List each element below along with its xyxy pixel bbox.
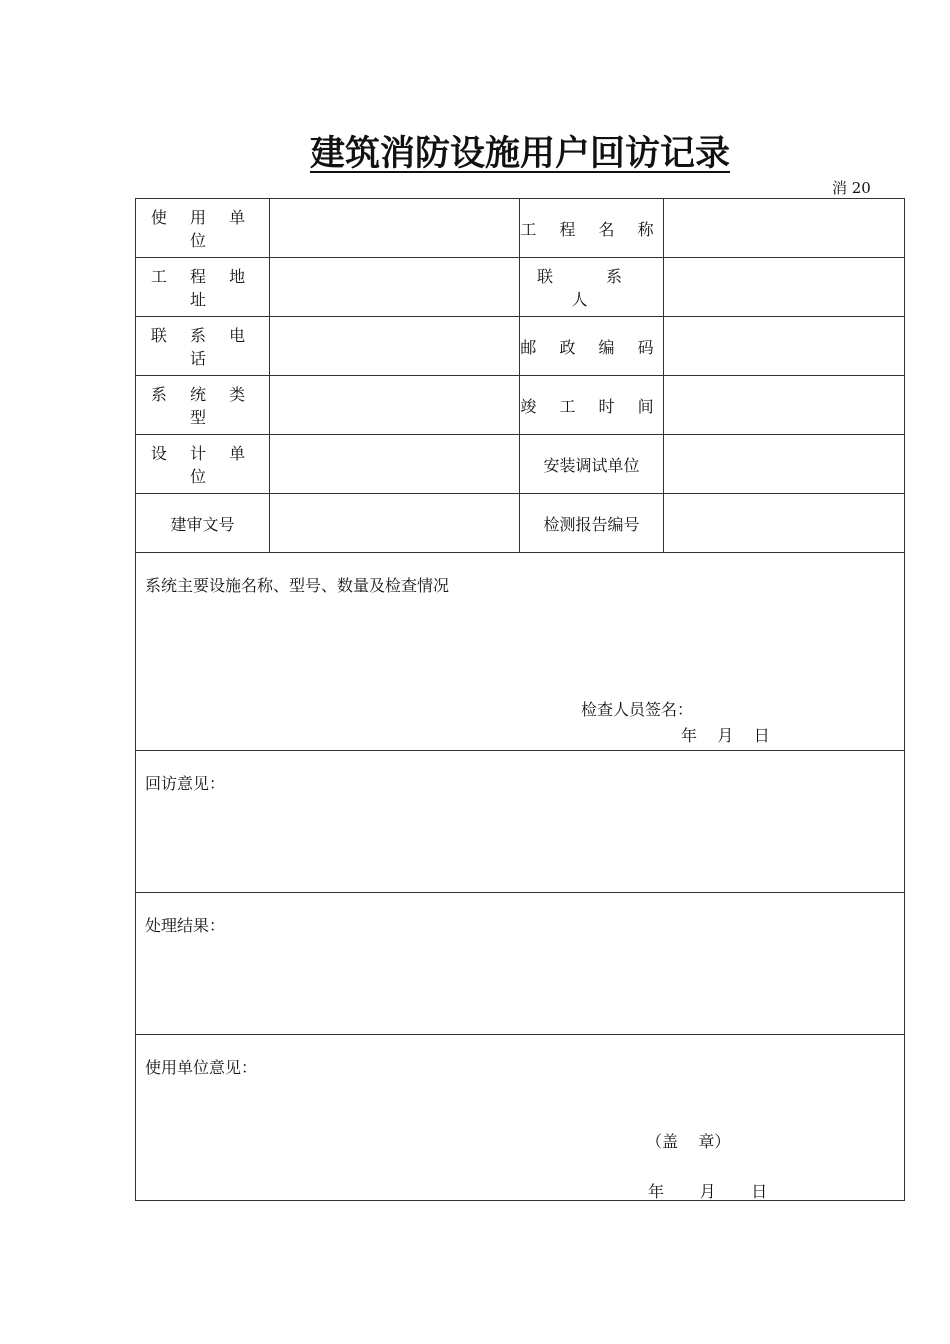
inspection-date-label: 年 月 日 — [681, 726, 770, 745]
user-opinion-heading: 使用单位意见： — [145, 1058, 258, 1077]
seal-label: （盖 章） — [646, 1132, 731, 1151]
label-design-unit: 设 计 单 位 — [136, 435, 270, 494]
phone-field[interactable] — [270, 317, 520, 376]
inspector-signature-label: 检查人员签名： — [581, 700, 694, 719]
postal-code-field[interactable] — [664, 317, 905, 376]
visit-opinion-heading: 回访意见： — [145, 774, 226, 793]
handling-result-section[interactable] — [136, 893, 905, 1035]
label-phone: 联 系 电 话 — [136, 317, 270, 376]
label-postal-code: 邮 政 编 码 — [520, 317, 664, 376]
user-opinion-date-label: 年 月 日 — [648, 1182, 768, 1201]
form-number: 消 20 — [832, 179, 871, 197]
table-row — [136, 376, 905, 435]
project-name-field[interactable] — [664, 199, 905, 258]
inspection-heading: 系统主要设施名称、型号、数量及检查情况 — [145, 576, 450, 595]
table-row — [136, 553, 905, 751]
handling-result-heading: 处理结果： — [145, 916, 226, 935]
visit-opinion-section[interactable] — [136, 751, 905, 893]
label-system-type: 系 统 类 型 — [136, 376, 270, 435]
label-project-name: 工 程 名 称 — [520, 199, 664, 258]
label-review-doc-no: 建审文号 — [136, 494, 270, 553]
label-contact-person: 联 系 人 — [520, 258, 664, 317]
label-user-unit: 使 用 单 位 — [136, 199, 270, 258]
table-row — [136, 258, 905, 317]
table-row — [136, 317, 905, 376]
table-row — [136, 199, 905, 258]
document-title: 建筑消防设施用户回访记录 — [309, 133, 730, 174]
label-report-no: 检测报告编号 — [520, 494, 664, 553]
user-unit-field[interactable] — [270, 199, 520, 258]
install-unit-field[interactable] — [664, 435, 905, 494]
table-row — [136, 494, 905, 553]
contact-person-field[interactable] — [664, 258, 905, 317]
table-row — [136, 435, 905, 494]
table-row — [136, 751, 905, 893]
table-row — [136, 893, 905, 1035]
label-install-unit: 安装调试单位 — [520, 435, 664, 494]
record-table — [135, 198, 905, 1201]
completion-time-field[interactable] — [664, 376, 905, 435]
review-doc-no-field[interactable] — [270, 494, 520, 553]
inspection-section[interactable] — [136, 553, 905, 751]
table-row — [136, 1035, 905, 1201]
project-address-field[interactable] — [270, 258, 520, 317]
label-completion-time: 竣 工 时 间 — [520, 376, 664, 435]
label-project-address: 工 程 地 址 — [136, 258, 270, 317]
design-unit-field[interactable] — [270, 435, 520, 494]
user-opinion-section[interactable] — [136, 1035, 905, 1201]
report-no-field[interactable] — [664, 494, 905, 553]
system-type-field[interactable] — [270, 376, 520, 435]
